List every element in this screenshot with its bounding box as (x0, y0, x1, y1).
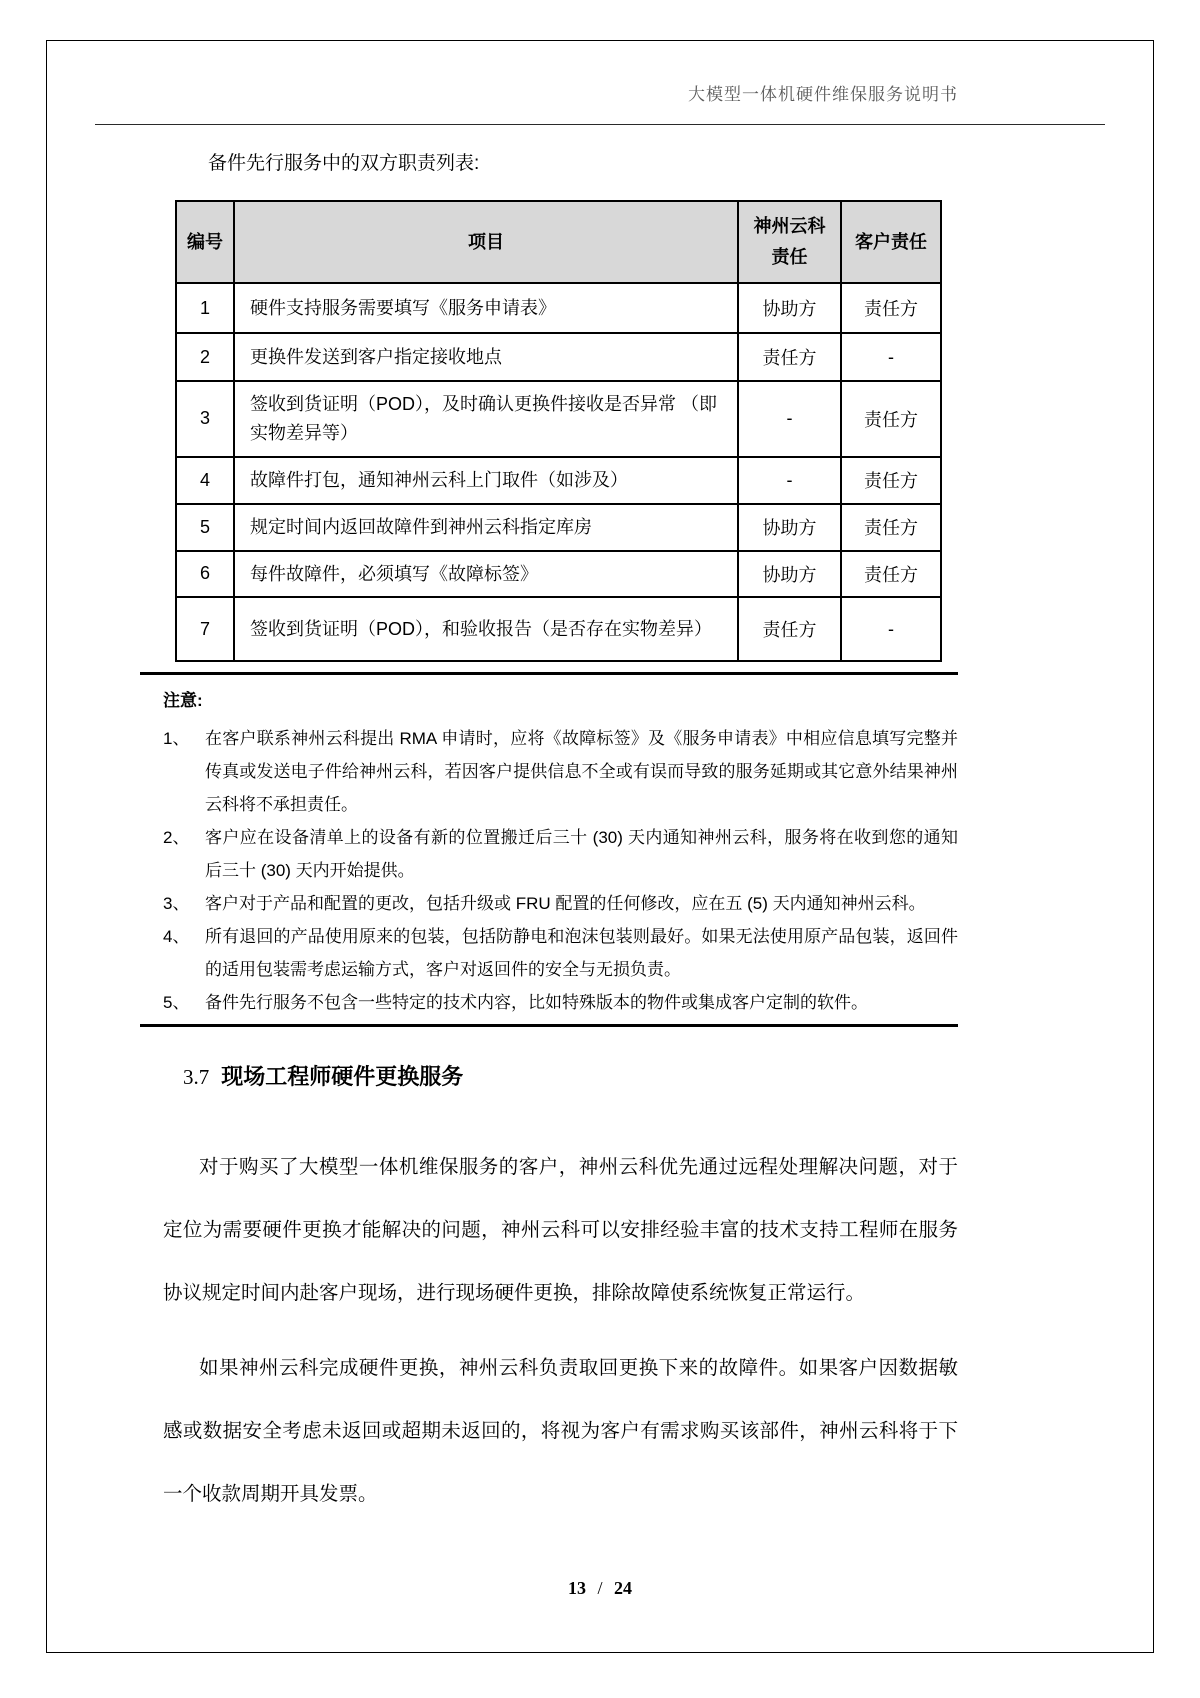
page-number-current: 13 (567, 1578, 586, 1598)
vendor-responsibility-cell: 责任方 (738, 333, 841, 381)
note-marker: 5、 (163, 993, 190, 1012)
row-number-cell: 1 (176, 283, 234, 333)
row-number-cell: 2 (176, 333, 234, 381)
customer-responsibility-cell: 责任方 (841, 551, 941, 598)
table-row (176, 457, 941, 504)
vendor-responsibility-cell: - (738, 457, 841, 504)
note-marker: 4、 (163, 927, 190, 946)
page-footer (0, 1578, 1200, 1599)
column-header-customer: 客户责任 (841, 201, 941, 283)
note-text: 在客户联系神州云科提出 RMA 申请时，应将《故障标签》及《服务申请表》中相应信息填写完整并传真或发送电子件给神州云科，若因客户提供信息不全或有误而导致的服务延期或其它意外结果神州云科将不承担责任。 (205, 729, 958, 814)
row-number-cell: 5 (176, 504, 234, 551)
responsibilities-caption: 备件先行服务中的双方职责列表: (208, 153, 480, 174)
table-row (176, 597, 941, 661)
notice-list (163, 722, 958, 1019)
note-text: 客户对于产品和配置的更改，包括升级或 FRU 配置的任何修改，应在五 (5) 天内通知神州云科。 (205, 894, 926, 913)
vendor-responsibility-cell: 协助方 (738, 504, 841, 551)
note-item (163, 887, 958, 920)
responsibilities-table (175, 200, 942, 662)
note-text: 客户应在设备清单上的设备有新的位置搬迁后三十 (30) 天内通知神州云科，服务将在收到您的通知后三十 (30) 天内开始提供。 (205, 828, 958, 880)
vendor-responsibility-cell: 协助方 (738, 551, 841, 598)
item-cell: 更换件发送到客户指定接收地点 (234, 333, 738, 381)
customer-responsibility-cell: 责任方 (841, 381, 941, 457)
customer-responsibility-cell: - (841, 597, 941, 661)
column-header-vendor: 神州云科 责任 (738, 201, 841, 283)
table-row (176, 504, 941, 551)
body-paragraph: 对于购买了大模型一体机维保服务的客户，神州云科优先通过远程处理解决问题，对于定位为需要硬件更换才能解决的问题，神州云科可以安排经验丰富的技术支持工程师在服务协议规定时间内赴客户现场，进行现场硬件更换，排除故障使系统恢复正常运行。 (163, 1156, 958, 1304)
row-number-cell: 7 (176, 597, 234, 661)
column-header-item: 项目 (234, 201, 738, 283)
body-paragraph: 如果神州云科完成硬件更换，神州云科负责取回更换下来的故障件。如果客户因数据敏感或数据安全考虑未返回或超期未返回的，将视为客户有需求购买该部件，神州云科将于下一个收款周期开具发票。 (163, 1357, 958, 1505)
item-cell: 规定时间内返回故障件到神州云科指定库房 (234, 504, 738, 551)
row-number-cell: 4 (176, 457, 234, 504)
note-item (163, 722, 958, 821)
notice-label: 注意: (163, 691, 203, 710)
row-number-cell: 6 (176, 551, 234, 598)
customer-responsibility-cell: 责任方 (841, 457, 941, 504)
table-row (176, 283, 941, 333)
note-item (163, 986, 958, 1019)
vendor-responsibility-cell: 协助方 (738, 283, 841, 333)
column-header-no: 编号 (176, 201, 234, 283)
table-row (176, 551, 941, 598)
section-title: 现场工程师硬件更换服务 (221, 1064, 464, 1089)
row-number-cell: 3 (176, 381, 234, 457)
item-cell: 签收到货证明（POD），和验收报告（是否存在实物差异） (234, 597, 738, 661)
note-marker: 1、 (163, 729, 190, 748)
table-header-row (176, 201, 941, 283)
note-marker: 3、 (163, 894, 190, 913)
header-rule (95, 124, 1105, 125)
item-cell: 签收到货证明（POD），及时确认更换件接收是否异常 （即实物差异等） (234, 381, 738, 457)
note-item (163, 920, 958, 986)
table-row (176, 333, 941, 381)
note-text: 备件先行服务不包含一些特定的技术内容，比如特殊版本的物件或集成客户定制的软件。 (205, 993, 868, 1012)
item-cell: 故障件打包，通知神州云科上门取件（如涉及） (234, 457, 738, 504)
note-marker: 2、 (163, 828, 190, 847)
item-cell: 硬件支持服务需要填写《服务申请表》 (234, 283, 738, 333)
note-text: 所有退回的产品使用原来的包装，包括防静电和泡沫包装则最好。如果无法使用原产品包装，返回件的适用包装需考虑运输方式，客户对返回件的安全与无损负责。 (205, 927, 958, 979)
customer-responsibility-cell: 责任方 (841, 283, 941, 333)
table-bottom-rule (140, 672, 958, 675)
customer-responsibility-cell: 责任方 (841, 504, 941, 551)
vendor-responsibility-cell: - (738, 381, 841, 457)
page-header-title: 大模型一体机硬件维保服务说明书 (688, 85, 958, 104)
section-heading (183, 1060, 463, 1091)
page-number-separator: / (597, 1578, 603, 1598)
note-item (163, 821, 958, 887)
page-number-total: 24 (614, 1578, 632, 1598)
customer-responsibility-cell: - (841, 333, 941, 381)
item-cell: 每件故障件，必须填写《故障标签》 (234, 551, 738, 598)
section-number: 3.7 (183, 1065, 210, 1089)
table-row (176, 381, 941, 457)
section-divider-rule (140, 1024, 958, 1027)
vendor-responsibility-cell: 责任方 (738, 597, 841, 661)
